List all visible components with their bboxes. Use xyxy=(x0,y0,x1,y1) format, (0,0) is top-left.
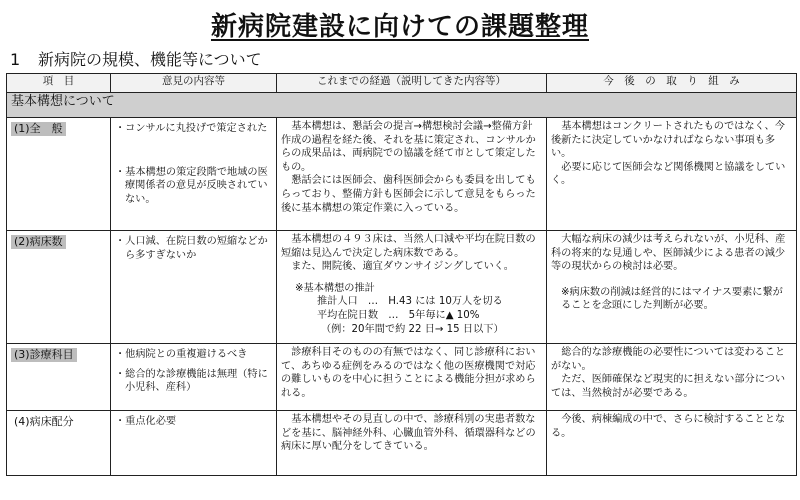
future-text: 大幅な病床の減少は考えられないが、小児科、産科の将来的な見通しや、医師減少による患者の減少等の現状からの検討は必要。 xyxy=(551,234,786,273)
header-history: これまでの経過（説明してきた内容等） xyxy=(277,74,547,93)
table-row xyxy=(7,231,797,344)
header-future: 今 後 の 取 り 組 み xyxy=(547,74,797,93)
future-cell xyxy=(547,411,797,476)
history-text: また、開院後、適宜ダウンサイジングしていく。 xyxy=(291,261,514,273)
item-label: (3)診療科目 xyxy=(11,348,77,362)
history-cell xyxy=(277,411,547,476)
opinion-cell xyxy=(111,411,277,476)
calc-line: 平均在院日数 … 5年毎に▲ 10% xyxy=(317,309,480,321)
history-text: 懇話会には医師会、歯科医師会からも委員を出してもらっており、整備方針も医師会に示して意見をもらった後に基本構想の策定作業に入っている。 xyxy=(281,175,536,214)
opinion-text: ・総合的な診療機能は無理（特に小児科、産科） xyxy=(115,368,268,394)
item-cell xyxy=(7,118,111,231)
document-title: 新病院建設に向けての課題整理 xyxy=(210,12,589,42)
table-row xyxy=(7,344,797,411)
section-heading xyxy=(10,47,262,70)
table-row xyxy=(7,118,797,231)
future-cell xyxy=(547,118,797,231)
section-label: 新病院の規模、機能等について xyxy=(38,50,262,69)
basic-plan-row xyxy=(7,93,797,118)
opinion-text: ・重点化必要 xyxy=(115,416,177,427)
issues-table xyxy=(6,73,797,476)
item-label: (1)全 般 xyxy=(11,122,66,136)
item-label: (4)病床配分 xyxy=(14,415,74,428)
future-text: 必要に応じて医師会など関係機関と協議をしていく。 xyxy=(551,161,786,187)
future-cell xyxy=(547,344,797,411)
opinion-text: ・基本構想の策定段階で地域の医療関係者の意見が反映されていない。 xyxy=(115,166,268,205)
opinion-text: ・他病院との重複避けるべき xyxy=(115,349,248,360)
future-text: 基本構想はコンクリートされたものではなく、今後新たに決定していかなければならない事項も多い。 xyxy=(551,121,785,160)
future-text: 今後、病棟編成の中で、さらに検討することとなる。 xyxy=(551,414,786,439)
opinion-text: ・コンサルに丸投げで策定された xyxy=(115,123,268,134)
table-header-row xyxy=(7,74,797,93)
opinion-cell xyxy=(111,118,277,231)
header-opinion: 意見の内容等 xyxy=(111,74,277,93)
calc-heading: ※基本構想の推計 xyxy=(295,282,375,294)
opinion-cell xyxy=(111,231,277,344)
section-number: 1 xyxy=(10,50,21,69)
basic-plan-title: 基本構想について xyxy=(7,93,797,118)
item-cell xyxy=(7,344,111,411)
future-note: ※病床数の削減は経営的にはマイナス要素に繋がることを念頭にした判断が必要。 xyxy=(561,286,783,312)
item-cell xyxy=(7,411,111,476)
calc-line: （例：20年間で約 22 日→ 15 日以下） xyxy=(321,323,504,335)
history-text: 基本構想の４９３床は、当然人口減や平均在院日数の短縮は見込んで決定した病床数である。 xyxy=(281,234,536,259)
future-text: 総合的な診療機能の必要性については変わることがない。 xyxy=(551,347,786,372)
opinion-text: ・人口減、在院日数の短縮などから多すぎないか xyxy=(115,236,268,261)
history-cell xyxy=(277,344,547,411)
history-cell xyxy=(277,231,547,344)
table-row xyxy=(7,411,797,476)
history-cell xyxy=(277,118,547,231)
item-cell xyxy=(7,231,111,344)
future-cell xyxy=(547,231,797,344)
header-item: 項 目 xyxy=(7,74,111,93)
history-text: 基本構想やその見直しの中で、診療科別の実患者数などを基に、脳神経外科、心臓血管外科、循環器科などの病床に厚い配分をしてきている。 xyxy=(281,414,536,453)
item-label: (2)病床数 xyxy=(11,235,66,249)
opinion-cell xyxy=(111,344,277,411)
history-text: 診療科目そのものの有無ではなく、同じ診療科において、あちゆる症例をみるのではなく他の医療機関で対応の難しいものを中心に担うことによる機能分担が求められる。 xyxy=(281,347,536,399)
future-text: ただ、医師確保など現実的に担えない部分については、当然検討が必要である。 xyxy=(551,374,786,399)
history-text: 基本構想は、懇話会の提言→構想検討会議→整備方針作成の過程を経た後、それを基に策定され、コンサルからの成果品は、両病院での協議を経て市として策定したもの。 xyxy=(281,121,536,173)
calc-line: 推計人口 … H.43 には 10万人を切る xyxy=(317,296,503,308)
